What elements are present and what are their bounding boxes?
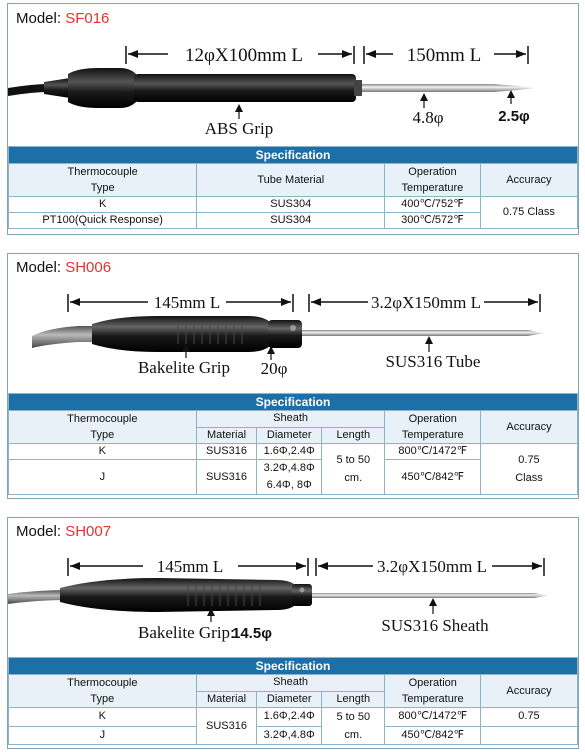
row-material: SUS304 xyxy=(197,197,385,213)
dimension-grip xyxy=(126,45,354,66)
row-diameter: 3.2Φ,4.8Φ 6.4Φ, 8Φ xyxy=(257,460,322,495)
svg-text:20φ: 20φ xyxy=(260,359,288,378)
col-length: Length xyxy=(322,691,385,708)
row-length: 5 to 50 cm. xyxy=(322,708,385,745)
model-code: SH007 xyxy=(65,523,112,540)
dimension-grip xyxy=(68,293,293,312)
svg-text:4.8φ: 4.8φ xyxy=(412,108,444,127)
col-accuracy: Accuracy xyxy=(480,675,577,708)
dimension-tube xyxy=(309,293,540,312)
col-thermocouple-type: Thermocouple Type xyxy=(9,675,197,708)
row-temperature: 800℃/1472℉ xyxy=(385,444,480,460)
product-panel-sh007 xyxy=(7,517,579,749)
tube-length-dim: 3.2φX150mm L xyxy=(377,557,487,576)
col-thermocouple-type: Thermocouple Type xyxy=(9,164,197,197)
model-code: SH006 xyxy=(65,259,112,276)
spec-table-sf016 xyxy=(8,146,578,229)
probe-sh006 xyxy=(32,316,544,352)
spec-title: Specification xyxy=(9,147,578,164)
row-type: PT100(Quick Response) xyxy=(9,213,197,229)
label-neck-diameter xyxy=(261,346,288,378)
dimension-tube xyxy=(316,557,544,576)
model-label: Model: xyxy=(16,10,66,27)
svg-text:2.5φ: 2.5φ xyxy=(498,108,530,125)
row-material: SUS316 xyxy=(196,708,257,745)
row-type: K xyxy=(9,197,197,213)
label-sheath xyxy=(381,598,489,635)
row-type: K xyxy=(9,708,197,727)
row-diameter: 1.6Φ,2.4Φ xyxy=(257,708,322,727)
row-diameter: 1.6Φ,2.4Φ xyxy=(257,444,322,460)
row-type: K xyxy=(9,444,197,460)
dimension-grip xyxy=(68,557,308,576)
row-accuracy: 0.75 Class xyxy=(480,444,577,495)
row-type: J xyxy=(9,726,197,745)
row-material: SUS316 xyxy=(196,460,257,495)
col-length: Length xyxy=(322,427,385,444)
row-type: J xyxy=(9,460,197,495)
model-label: Model: xyxy=(16,259,66,276)
svg-text:14.5φ: 14.5φ xyxy=(232,625,272,642)
probe-drawing xyxy=(8,518,578,648)
col-accuracy: Accuracy xyxy=(480,411,577,444)
col-material: Material xyxy=(196,691,257,708)
label-tip-diameter xyxy=(498,90,530,125)
product-panel-sh006 xyxy=(7,253,579,499)
spec-table-sh006 xyxy=(8,393,578,495)
model-label: Model: xyxy=(16,523,66,540)
label-grip xyxy=(205,104,273,138)
grip-length-dim: 145mm L xyxy=(153,293,221,312)
svg-text:Bakelite Grip:: Bakelite Grip: xyxy=(138,623,235,642)
label-tube-diameter xyxy=(412,93,443,127)
row-accuracy: 0.75 xyxy=(480,708,577,727)
row-temperature: 450℃/842℉ xyxy=(385,460,480,495)
row-accuracy: 0.75 Class xyxy=(480,197,577,229)
grip-length-dim: 12φX100mm L xyxy=(184,45,304,66)
probe-sf016 xyxy=(8,68,534,108)
row-temperature: 450℃/842℉ xyxy=(385,726,480,745)
col-accuracy: Accuracy xyxy=(480,164,577,197)
svg-text:SUS316 Sheath: SUS316 Sheath xyxy=(381,616,489,635)
col-tube-material: Tube Material xyxy=(197,164,385,197)
col-material: Material xyxy=(196,427,257,444)
tube-length-dim: 3.2φX150mm L xyxy=(371,293,481,312)
col-diameter: Diameter xyxy=(257,691,322,708)
row-material: SUS316 xyxy=(196,444,257,460)
row-accuracy-blank xyxy=(480,726,577,745)
model-code: SF016 xyxy=(65,10,110,27)
col-operation-temperature: Operation Temperature xyxy=(385,164,481,197)
svg-text:Bakelite Grip: Bakelite Grip xyxy=(137,358,231,377)
svg-text:SUS316 Tube: SUS316 Tube xyxy=(385,352,481,371)
spec-title: Specification xyxy=(9,394,578,411)
label-grip xyxy=(138,608,272,642)
spec-table-sh007 xyxy=(8,657,578,745)
row-temperature: 300℃/572℉ xyxy=(385,213,481,229)
grip-length-dim: 145mm L xyxy=(156,557,224,576)
col-thermocouple-type: Thermocouple Type xyxy=(9,411,197,444)
col-sheath: Sheath xyxy=(196,675,385,692)
product-panel-sf016 xyxy=(7,3,579,235)
col-operation-temperature: Operation Temperature xyxy=(385,411,480,444)
col-diameter: Diameter xyxy=(257,427,322,444)
tube-length-dim: 150mm L xyxy=(406,45,482,66)
col-operation-temperature: Operation Temperature xyxy=(385,675,480,708)
col-sheath: Sheath xyxy=(196,411,385,428)
dimension-tube xyxy=(364,45,528,66)
label-tube xyxy=(386,336,481,371)
probe-drawing xyxy=(8,4,578,144)
row-length: 5 to 50 cm. xyxy=(322,444,385,495)
probe-sh007 xyxy=(8,578,548,612)
row-temperature: 800℃/1472℉ xyxy=(385,708,480,727)
spec-title: Specification xyxy=(9,658,578,675)
probe-drawing xyxy=(8,254,578,394)
row-temperature: 400℃/752℉ xyxy=(385,197,481,213)
svg-text:ABS Grip: ABS Grip xyxy=(204,119,274,138)
row-diameter: 3.2Φ,4.8Φ xyxy=(257,726,322,745)
row-material: SUS304 xyxy=(197,213,385,229)
